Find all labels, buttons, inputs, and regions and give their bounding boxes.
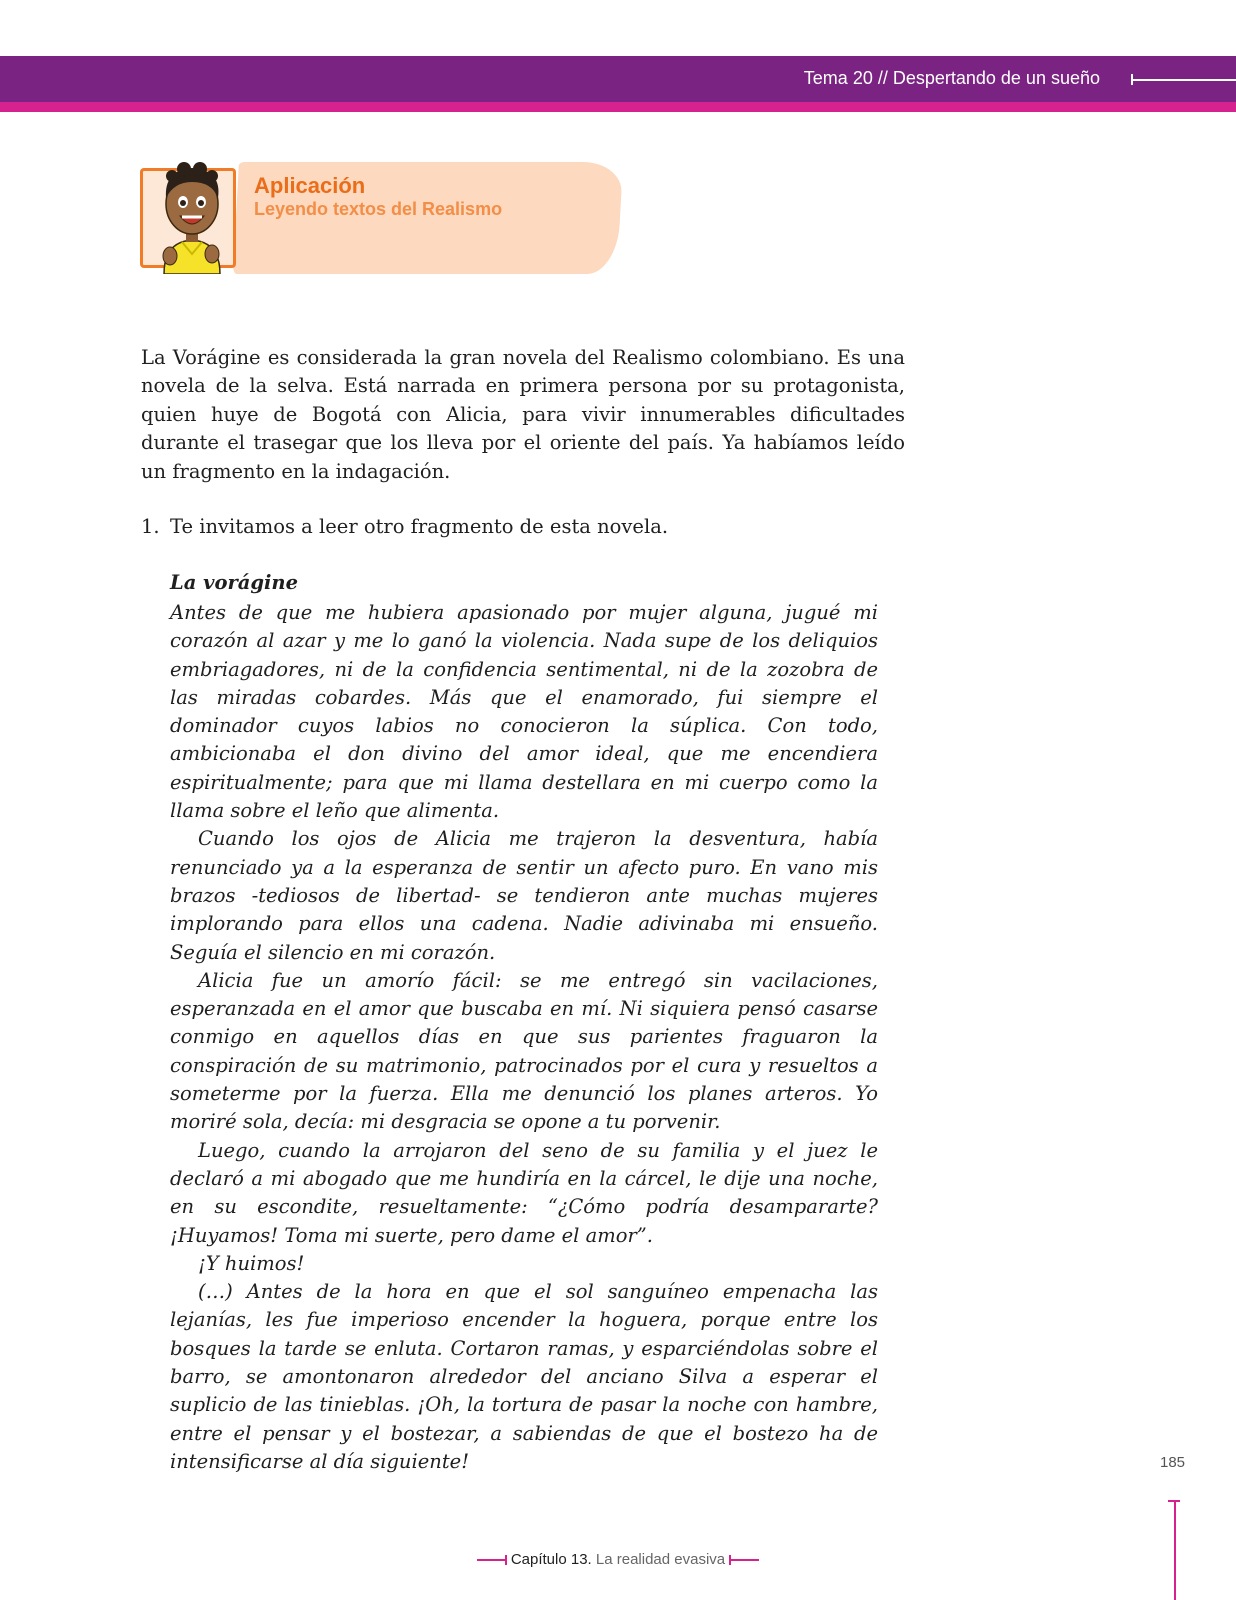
fragment-paragraph: Alicia fue un amorío fácil: se me entregó sin vacilaciones, esperanzada en el amor que buscaba en mí. Ni siquiera pensó casarse conmigo en aquellos días en que sus parientes fraguaron la conspiración de su matrimonio, patrocinados por el cura y resueltos a someterme por la fuerza. Ella me denunció los planes arteros. Yo moriré sola, decía: mi desgracia se opone a tu porvenir. — [170, 968, 878, 1134]
fragment-text — [170, 599, 878, 1476]
header-title: Tema 20 // Despertando de un sueño — [803, 68, 1100, 88]
footer-chapter-title: La realidad evasiva — [595, 1551, 726, 1568]
header-stripe — [0, 102, 1236, 112]
fragment-paragraph: Antes de que me hubiera apasionado por mujer alguna, jugué mi corazón al azar y me lo ganó la violencia. Nada supe de los deliquios embriagadores, ni de la confidencia sentimental, ni de la zozobra de las miradas cobardes. Más que el enamorado, fui siempre el dominador cuyos labios no conocieron la súplica. Con todo, ambicionaba el don divino del amor ideal, que me encendiera espiritualmente; para que mi llama destellara en mi cuerpo como la llama sobre el leño que alimenta. — [170, 601, 878, 823]
margin-line — [1174, 1500, 1176, 1600]
footer-left-tick — [505, 1555, 507, 1565]
footer-right-bar — [731, 1559, 759, 1561]
header-line — [1131, 79, 1236, 81]
mascot-boy-icon — [152, 158, 232, 274]
header-line-tick — [1131, 74, 1133, 85]
footer-chapter: Capítulo 13. — [510, 1551, 592, 1568]
question-number: 1. — [141, 515, 160, 538]
footer — [0, 1551, 1236, 1568]
fragment-paragraph: (…) Antes de la hora en que el sol sanguíneo empenacha las lejanías, les fue imperioso encender la hoguera, porque entre los bosques la tarde se enluta. Cortaron ramas, y esparciéndolas sobre el barro, se amontonaron alrededor del anciano Silva a esperar el suplicio de las tinieblas. ¡Oh, la tortura de pasar la noche con hambre, entre el pensar y el bostezar, a sabiendas de que el bostezo ha de intensificarse al día siguiente! — [170, 1280, 878, 1473]
fragment-title: La vorágine — [170, 571, 299, 594]
fragment-paragraph: Luego, cuando la arrojaron del seno de su familia y el juez le declaró a mi abogado que me hundiría en la cárcel, le dije una noche, en su escondite, resueltamente: “¿Cómo podría desampararte? ¡Huyamos! Toma mi suerte, pero dame el amor”. — [170, 1138, 878, 1247]
footer-left-bar — [477, 1559, 505, 1561]
section-subtitle: Leyendo textos del Realismo — [254, 199, 503, 219]
fragment-paragraph: ¡Y huimos! — [198, 1251, 305, 1275]
section-title: Aplicación — [254, 173, 366, 198]
intro-paragraph: La Vorágine es considerada la gran novela del Realismo colombiano. Es una novela de la selva. Está narrada en primera persona por su protagonista, quien huye de Bogotá con Alicia, para vivir innumerables dificultades durante el trasegar que los lleva por el oriente del país. Ya habíamos leído un fragmento en la indagación. — [141, 346, 905, 483]
question-text: Te invitamos a leer otro fragmento de esta novela. — [170, 515, 669, 538]
page-number: 185 — [1160, 1454, 1186, 1471]
fragment-paragraph: Cuando los ojos de Alicia me trajeron la desventura, había renunciado ya a la esperanza de sentir un afecto puro. En vano mis brazos -tediosos de libertad- se tendieron ante muchas mujeres implorando para ellos una cadena. Nadie adivinaba mi ensueño. Seguía el silencio en mi corazón. — [170, 827, 878, 964]
